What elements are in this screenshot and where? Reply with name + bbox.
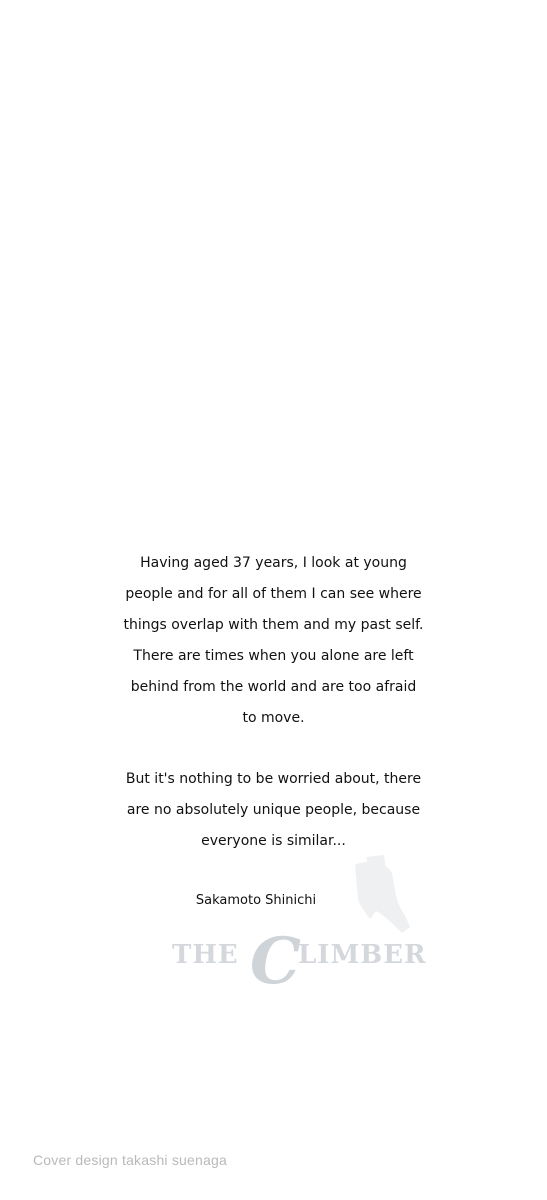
quote-line: to move. [242,710,305,726]
quote-line: But it's nothing to be worried about, there [125,771,422,787]
quote-line: things overlap with them and my past self. [123,617,424,633]
quote-line: Having aged 37 years, I look at young [140,555,407,571]
author-name: Sakamoto Shinichi [195,893,317,908]
quote-line: There are times when you alone are left [133,648,414,664]
logo-text-before: THE [172,940,239,970]
quote-line: are no absolutely unique people, because [126,802,421,818]
quote-paragraph-1 [40,548,507,734]
quote-paragraph-2 [40,764,507,857]
logo-text-after: LIMBER [298,940,427,970]
the-climber-logo [170,855,440,995]
quote-line: everyone is similar... [201,833,346,849]
cover-design-credit: Cover design takashi suenaga [33,1152,227,1168]
quote-line: people and for all of them I can see where [125,586,422,602]
logo-initial: C [250,924,301,995]
quote-line: behind from the world and are too afraid [130,679,417,695]
